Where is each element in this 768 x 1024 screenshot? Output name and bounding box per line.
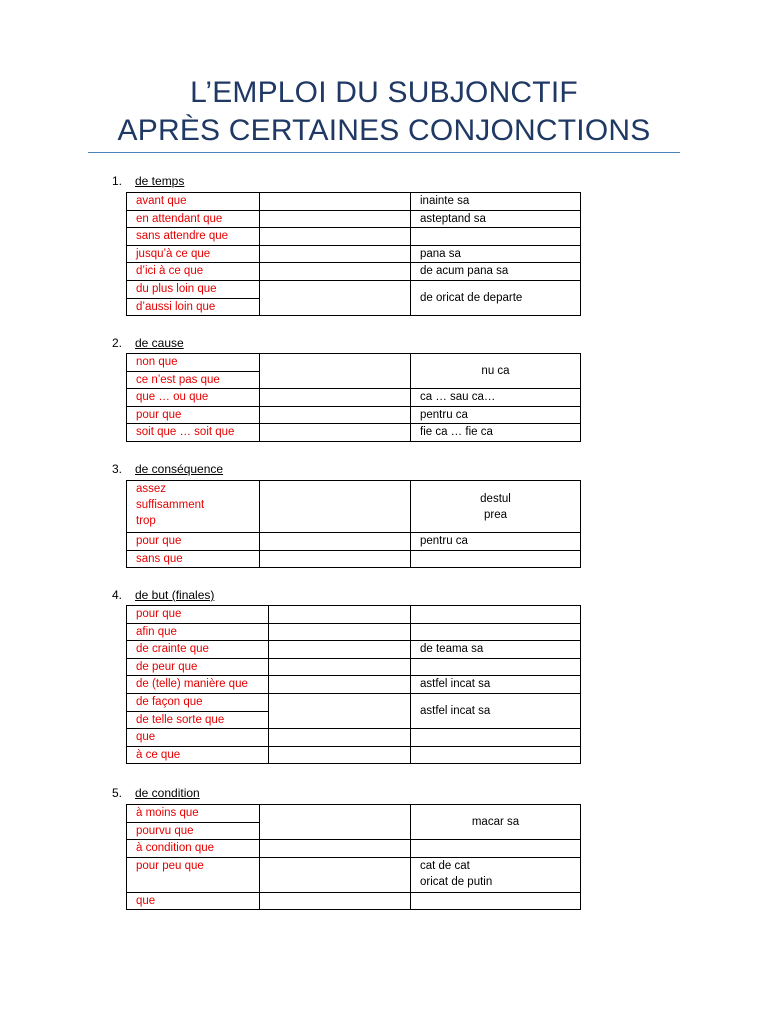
blank-cell bbox=[269, 641, 411, 659]
table-row bbox=[127, 693, 581, 711]
romanian-line: destul bbox=[480, 492, 511, 505]
blank-cell bbox=[260, 840, 411, 858]
romanian-line: cat de cat bbox=[420, 859, 470, 872]
romanian-cell: astfel incat sa bbox=[411, 693, 581, 728]
french-cell: jusqu’à ce que bbox=[127, 245, 260, 263]
romanian-cell: fie ca … fie ca bbox=[411, 424, 581, 442]
title-line-1: L’EMPLOI DU SUBJONCTIF bbox=[190, 76, 578, 109]
french-cell: ce n’est pas que bbox=[127, 371, 260, 389]
table-row bbox=[127, 857, 581, 892]
table-row bbox=[127, 406, 581, 424]
section-number: 4. bbox=[112, 588, 123, 602]
romanian-cell: nu ca bbox=[411, 354, 581, 389]
blank-cell bbox=[260, 406, 411, 424]
romanian-cell: astfel incat sa bbox=[411, 676, 581, 694]
blank-cell bbox=[260, 857, 411, 892]
blank-cell bbox=[260, 280, 411, 315]
section-title: de condition bbox=[135, 786, 200, 800]
french-cell: pour peu que bbox=[127, 857, 260, 892]
french-cell: sans que bbox=[127, 550, 260, 568]
romanian-cell: de acum pana sa bbox=[411, 263, 581, 281]
french-cell: de (telle) manière que bbox=[127, 676, 269, 694]
romanian-cell: pentru ca bbox=[411, 533, 581, 551]
romanian-cell: pana sa bbox=[411, 245, 581, 263]
blank-cell bbox=[260, 193, 411, 211]
blank-cell bbox=[269, 623, 411, 641]
french-cell: du plus loin que bbox=[127, 280, 260, 298]
romanian-cell bbox=[411, 892, 581, 910]
romanian-cell: asteptand sa bbox=[411, 210, 581, 228]
table-row bbox=[127, 641, 581, 659]
section-4-heading bbox=[112, 588, 214, 602]
blank-cell bbox=[260, 354, 411, 389]
french-line: trop bbox=[136, 515, 156, 527]
table-row bbox=[127, 729, 581, 747]
french-cell: à moins que bbox=[127, 805, 260, 823]
romanian-cell bbox=[411, 623, 581, 641]
blank-cell bbox=[260, 263, 411, 281]
blank-cell bbox=[269, 693, 411, 728]
table-row bbox=[127, 389, 581, 407]
table-row bbox=[127, 424, 581, 442]
french-cell: que bbox=[127, 729, 269, 747]
blank-cell bbox=[269, 658, 411, 676]
romanian-line: oricat de putin bbox=[420, 875, 493, 888]
romanian-cell: pentru ca bbox=[411, 406, 581, 424]
section-number: 1. bbox=[112, 174, 123, 188]
romanian-cell bbox=[411, 606, 581, 624]
french-cell: sans attendre que bbox=[127, 228, 260, 246]
french-cell: d’ici à ce que bbox=[127, 263, 260, 281]
french-cell: de telle sorte que bbox=[127, 711, 269, 729]
french-cell: pour que bbox=[127, 406, 260, 424]
french-cell: d’aussi loin que bbox=[127, 298, 260, 316]
blank-cell bbox=[260, 892, 411, 910]
french-cell: pour que bbox=[127, 606, 269, 624]
table-row bbox=[127, 658, 581, 676]
section-5-heading bbox=[112, 786, 200, 800]
blank-cell bbox=[260, 481, 411, 533]
romanian-cell bbox=[411, 550, 581, 568]
blank-cell bbox=[260, 805, 411, 840]
table-row bbox=[127, 228, 581, 246]
table-row bbox=[127, 606, 581, 624]
section-title: de but (finales) bbox=[135, 588, 215, 602]
table-row bbox=[127, 280, 581, 298]
table-row bbox=[127, 746, 581, 764]
table-row bbox=[127, 193, 581, 211]
blank-cell bbox=[260, 389, 411, 407]
romanian-cell bbox=[411, 746, 581, 764]
romanian-line: prea bbox=[483, 508, 508, 521]
french-cell: soit que … soit que bbox=[127, 424, 260, 442]
romanian-cell bbox=[411, 481, 581, 533]
section-2-table bbox=[126, 353, 581, 442]
romanian-cell bbox=[411, 228, 581, 246]
title-divider bbox=[88, 152, 680, 153]
section-1-table bbox=[126, 192, 581, 316]
french-cell: pourvu que bbox=[127, 822, 260, 840]
romanian-cell bbox=[411, 658, 581, 676]
french-cell: pour que bbox=[127, 533, 260, 551]
table-row bbox=[127, 263, 581, 281]
table-row bbox=[127, 245, 581, 263]
table-row bbox=[127, 533, 581, 551]
french-cell: que bbox=[127, 892, 260, 910]
table-row bbox=[127, 892, 581, 910]
blank-cell bbox=[260, 424, 411, 442]
french-line: suffisamment bbox=[136, 499, 205, 511]
romanian-cell: inainte sa bbox=[411, 193, 581, 211]
section-number: 5. bbox=[112, 786, 123, 800]
french-cell: de crainte que bbox=[127, 641, 269, 659]
title-line-2: APRÈS CERTAINES CONJONCTIONS bbox=[117, 114, 651, 147]
section-4-table bbox=[126, 605, 581, 764]
french-cell: de façon que bbox=[127, 693, 269, 711]
section-5-table bbox=[126, 804, 581, 910]
table-row bbox=[127, 210, 581, 228]
blank-cell bbox=[260, 210, 411, 228]
section-1-heading bbox=[112, 174, 184, 188]
section-title: de conséquence bbox=[135, 462, 224, 476]
french-cell: que … ou que bbox=[127, 389, 260, 407]
romanian-cell: ca … sau ca… bbox=[411, 389, 581, 407]
romanian-cell: macar sa bbox=[411, 805, 581, 840]
blank-cell bbox=[269, 746, 411, 764]
table-row bbox=[127, 805, 581, 823]
section-3-table bbox=[126, 480, 581, 568]
romanian-cell: de teama sa bbox=[411, 641, 581, 659]
french-cell: à condition que bbox=[127, 840, 260, 858]
romanian-cell bbox=[411, 729, 581, 747]
section-title: de cause bbox=[135, 336, 184, 350]
section-2-heading bbox=[112, 336, 184, 350]
section-3-heading bbox=[112, 462, 223, 476]
blank-cell bbox=[260, 228, 411, 246]
section-title: de temps bbox=[135, 174, 185, 188]
section-number: 2. bbox=[112, 336, 123, 350]
blank-cell bbox=[269, 729, 411, 747]
section-number: 3. bbox=[112, 462, 123, 476]
table-row bbox=[127, 676, 581, 694]
table-row bbox=[127, 481, 581, 533]
romanian-cell bbox=[411, 857, 581, 892]
table-row bbox=[127, 623, 581, 641]
french-line: assez bbox=[136, 483, 167, 495]
french-cell: en attendant que bbox=[127, 210, 260, 228]
table-row bbox=[127, 840, 581, 858]
french-cell: avant que bbox=[127, 193, 260, 211]
french-cell: non que bbox=[127, 354, 260, 372]
french-cell: à ce que bbox=[127, 746, 269, 764]
blank-cell bbox=[269, 676, 411, 694]
romanian-cell bbox=[411, 840, 581, 858]
blank-cell bbox=[260, 550, 411, 568]
blank-cell bbox=[260, 533, 411, 551]
blank-cell bbox=[269, 606, 411, 624]
table-row bbox=[127, 354, 581, 372]
table-row bbox=[127, 550, 581, 568]
french-cell bbox=[127, 481, 260, 533]
french-cell: de peur que bbox=[127, 658, 269, 676]
romanian-cell: de oricat de departe bbox=[411, 280, 581, 315]
blank-cell bbox=[260, 245, 411, 263]
french-cell: afin que bbox=[127, 623, 269, 641]
